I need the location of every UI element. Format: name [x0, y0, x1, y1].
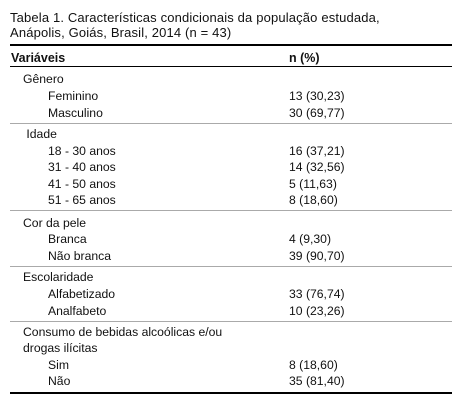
row-value-feminino: 13 (30,23) — [289, 89, 345, 103]
row-label-age-41-50: 41 - 50 anos — [48, 177, 116, 191]
table-caption — [10, 10, 455, 40]
row-label-nao: Não — [48, 374, 71, 388]
row-value-nao: 35 (81,40) — [289, 374, 345, 388]
row-value-masculino: 30 (69,77) — [289, 106, 345, 120]
bottom-rule — [10, 392, 452, 394]
section-divider — [10, 123, 452, 124]
section-title-substance-use-line2: drogas ilícitas — [23, 341, 98, 355]
row-value-age-41-50: 5 (11,63) — [289, 177, 337, 191]
row-label-sim: Sim — [48, 358, 69, 372]
row-value-analfabeto: 10 (23,26) — [289, 304, 345, 318]
row-label-analfabeto: Analfabeto — [48, 304, 107, 318]
row-value-nao-branca: 39 (90,70) — [289, 249, 345, 263]
header-rule — [10, 66, 452, 67]
column-header-n: n (%) — [289, 51, 320, 65]
row-label-age-31-40: 31 - 40 anos — [48, 160, 116, 174]
column-header-variable: Variáveis — [11, 51, 66, 65]
caption-line-2: Anápolis, Goiás, Brasil, 2014 (n = 43) — [10, 25, 232, 40]
row-label-branca: Branca — [48, 232, 87, 246]
row-value-age-31-40: 14 (32,56) — [289, 160, 345, 174]
section-divider — [10, 210, 452, 211]
caption-line-1: Tabela 1. Características condicionais da população estudada, — [10, 10, 380, 25]
top-rule — [10, 44, 452, 46]
row-label-alfabetizado: Alfabetizado — [48, 287, 116, 301]
row-value-age-18-30: 16 (37,21) — [289, 144, 345, 158]
row-label-masculino: Masculino — [48, 106, 103, 120]
row-value-age-51-65: 8 (18,60) — [289, 193, 338, 207]
section-divider — [10, 266, 452, 267]
section-title-substance-use: Consumo de bebidas alcoólicas e/ou — [23, 325, 223, 339]
row-value-alfabetizado: 33 (76,74) — [289, 287, 345, 301]
row-value-sim: 8 (18,60) — [289, 358, 338, 372]
section-title-age: Idade — [23, 127, 57, 141]
row-value-branca: 4 (9,30) — [289, 232, 332, 246]
section-title-education: Escolaridade — [23, 270, 94, 284]
row-label-nao-branca: Não branca — [48, 249, 112, 263]
row-label-age-51-65: 51 - 65 anos — [48, 193, 116, 207]
row-label-age-18-30: 18 - 30 anos — [48, 144, 116, 158]
section-divider — [10, 321, 452, 322]
row-label-feminino: Feminino — [48, 89, 99, 103]
section-title-skin-color: Cor da pele — [23, 216, 87, 230]
section-title-gender: Gênero — [23, 72, 64, 86]
